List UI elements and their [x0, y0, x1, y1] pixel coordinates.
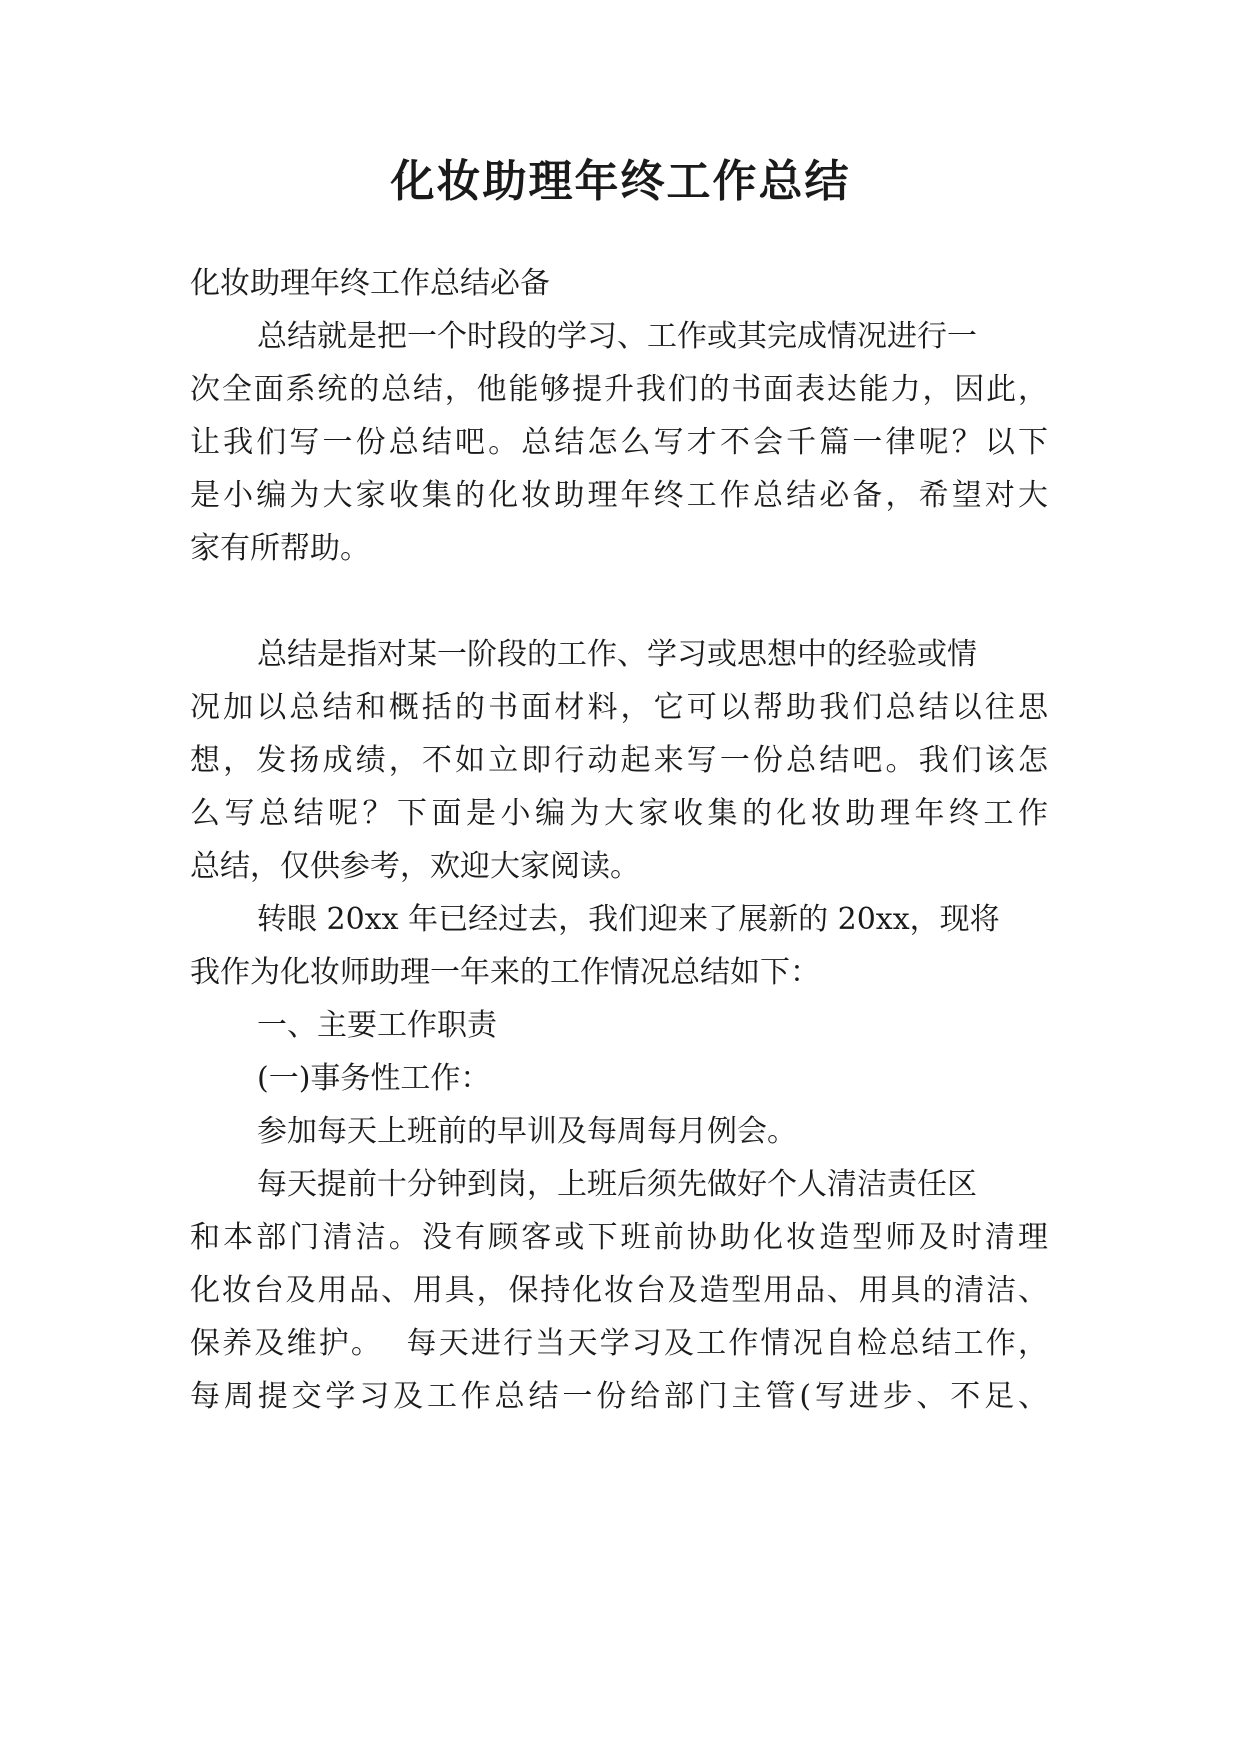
paragraph-line: 想，发扬成绩，不如立即行动起来写一份总结吧。我们该怎 — [190, 743, 1048, 778]
section-heading: 一、主要工作职责 — [257, 1008, 497, 1043]
paragraph-line: 保养及维护。 每天进行当天学习及工作情况自检总结工作， — [190, 1326, 1048, 1361]
paragraph-line: 总结就是把一个时段的学习、工作或其完成情况进行一 — [257, 319, 977, 354]
paragraph-line: 况加以总结和概括的书面材料，它可以帮助我们总结以往思 — [190, 690, 1048, 725]
paragraph-line: 化妆台及用品、用具，保持化妆台及造型用品、用具的清洁、 — [190, 1273, 1048, 1308]
document-title: 化妆助理年终工作总结 — [390, 156, 851, 207]
paragraph-line: 每天提前十分钟到岗，上班后须先做好个人清洁责任区 — [257, 1167, 977, 1202]
paragraph-line: 转眼 20xx 年已经过去，我们迎来了展新的 20xx，现将 — [257, 902, 1000, 937]
paragraph-line: 让我们写一份总结吧。总结怎么写才不会千篇一律呢？以下 — [190, 425, 1048, 460]
paragraph-line: 总结是指对某一阶段的工作、学习或思想中的经验或情 — [257, 637, 977, 672]
paragraph-line: 我作为化妆师助理一年来的工作情况总结如下： — [190, 955, 820, 990]
paragraph-line: 总结，仅供参考，欢迎大家阅读。 — [190, 849, 640, 884]
subsection-heading: (一)事务性工作： — [257, 1061, 491, 1096]
paragraph-line: 家有所帮助。 — [190, 531, 370, 566]
paragraph-line: 每周提交学习及工作总结一份给部门主管(写进步、不足、 — [190, 1379, 1048, 1414]
paragraph-line: 次全面系统的总结，他能够提升我们的书面表达能力，因此， — [190, 372, 1048, 407]
paragraph-line: 和本部门清洁。没有顾客或下班前协助化妆造型师及时清理 — [190, 1220, 1048, 1255]
paragraph-line: 参加每天上班前的早训及每周每月例会。 — [257, 1114, 797, 1149]
paragraph-line: 么写总结呢？下面是小编为大家收集的化妆助理年终工作 — [190, 796, 1048, 831]
paragraph-line: 是小编为大家收集的化妆助理年终工作总结必备，希望对大 — [190, 478, 1048, 513]
subtitle-line: 化妆助理年终工作总结必备 — [190, 266, 550, 301]
